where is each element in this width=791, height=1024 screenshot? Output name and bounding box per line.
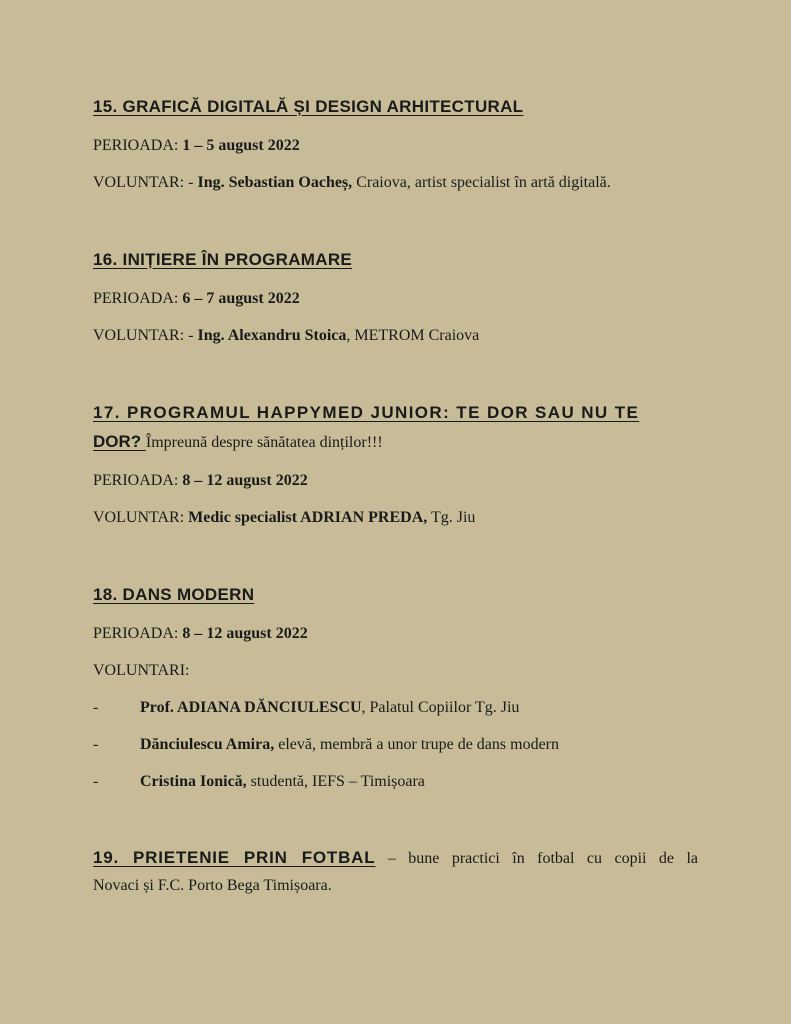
section-17-period bbox=[93, 472, 308, 490]
list-dash: - bbox=[93, 699, 99, 716]
section-18-title: 18. DANS MODERN bbox=[93, 585, 255, 604]
section-16-period bbox=[93, 290, 300, 308]
section-17-title: 17. PROGRAMUL HAPPYMED JUNIOR: TE DOR SAU NU TE bbox=[93, 403, 640, 422]
volunteer-label: VOLUNTAR: - bbox=[93, 174, 198, 191]
volunteer-detail: , Palatul Copiilor Tg. Jiu bbox=[361, 699, 520, 716]
section-19-title: 19. PRIETENIE PRIN FOTBAL bbox=[93, 848, 376, 867]
section-16-title: 16. INIȚIERE ÎN PROGRAMARE bbox=[93, 250, 353, 269]
list-item bbox=[140, 699, 519, 717]
period-value: 6 – 7 august 2022 bbox=[182, 290, 300, 307]
period-label: PERIOADA: bbox=[93, 625, 183, 642]
volunteer-label: VOLUNTAR: - bbox=[93, 327, 198, 344]
period-value: 8 – 12 august 2022 bbox=[182, 472, 308, 489]
section-15-volunteer bbox=[93, 174, 611, 192]
section-17-title-line2: DOR? bbox=[93, 432, 146, 451]
section-19-line1 bbox=[93, 848, 698, 868]
volunteer-detail: Tg. Jiu bbox=[427, 509, 476, 526]
volunteer-detail: elevă, membră a unor trupe de dans modern bbox=[274, 736, 559, 753]
volunteer-name: Medic specialist ADRIAN PREDA, bbox=[188, 509, 428, 526]
section-15-period bbox=[93, 137, 300, 155]
list-dash: - bbox=[93, 773, 99, 790]
section-18-period bbox=[93, 625, 308, 643]
section-19-text: – bune practici în fotbal cu copii de la bbox=[375, 850, 698, 867]
section-19-line2: Novaci și F.C. Porto Bega Timișoara. bbox=[93, 877, 332, 894]
section-17-volunteer bbox=[93, 509, 475, 527]
period-label: PERIOADA: bbox=[93, 137, 183, 154]
volunteer-label: VOLUNTAR: bbox=[93, 509, 189, 526]
volunteer-name: Dănciulescu Amira, bbox=[140, 736, 275, 753]
section-16-volunteer bbox=[93, 327, 479, 345]
section-17-title-cont bbox=[93, 432, 383, 452]
volunteer-name: Ing. Sebastian Oacheș, bbox=[197, 174, 353, 191]
volunteer-detail: studentă, IEFS – Timișoara bbox=[246, 773, 425, 790]
list-item bbox=[140, 773, 425, 791]
volunteer-name: Prof. ADIANA DĂNCIULESCU bbox=[140, 699, 362, 716]
section-17-subtitle: Împreună despre sănătatea dinților!!! bbox=[145, 434, 383, 451]
volunteer-name: Cristina Ionică, bbox=[140, 773, 247, 790]
list-dash: - bbox=[93, 736, 99, 753]
section-18-volunteers-label: VOLUNTARI: bbox=[93, 662, 190, 679]
list-item bbox=[140, 736, 559, 754]
section-15-title: 15. GRAFICĂ DIGITALĂ ȘI DESIGN ARHITECTURAL bbox=[93, 97, 524, 116]
volunteer-detail: , METROM Craiova bbox=[346, 327, 480, 344]
period-value: 1 – 5 august 2022 bbox=[182, 137, 300, 154]
period-label: PERIOADA: bbox=[93, 472, 183, 489]
period-label: PERIOADA: bbox=[93, 290, 183, 307]
volunteer-detail: Craiova, artist specialist în artă digitală. bbox=[352, 174, 611, 191]
period-value: 8 – 12 august 2022 bbox=[182, 625, 308, 642]
volunteer-name: Ing. Alexandru Stoica bbox=[197, 327, 347, 344]
